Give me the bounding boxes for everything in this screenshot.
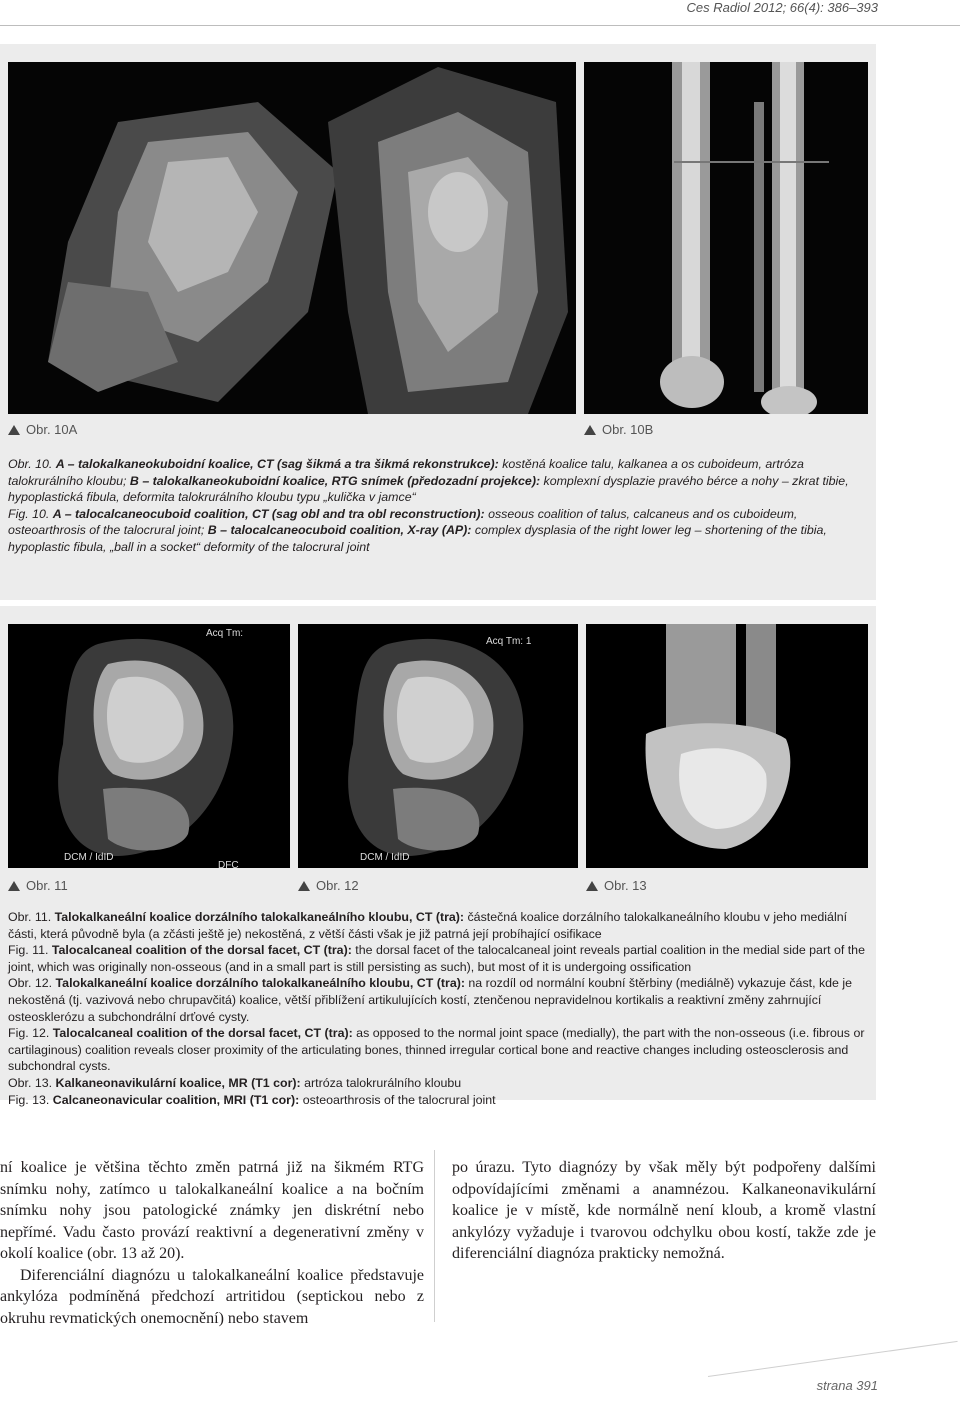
figure-13-label-text: Obr. 13 bbox=[604, 878, 647, 893]
triangle-up-icon bbox=[584, 425, 596, 435]
caption-lead: Fig. 11. bbox=[8, 943, 52, 958]
figure-11-caption-en bbox=[8, 942, 874, 975]
caption-lead: Obr. 10. bbox=[8, 457, 56, 471]
caption-bold: B – talocalcaneocuboid coalition, X-ray (AP): bbox=[207, 523, 472, 538]
caption-bold: Talocalcaneal coalition of the dorsal facet, CT (tra): bbox=[52, 1026, 353, 1041]
overlay-dcm-text: DCM / IdID bbox=[360, 852, 410, 863]
figure-12-ct-image bbox=[298, 624, 578, 868]
caption-bold: B – talokalkaneokuboidní koalice, RTG snímek (předozadní projekce): bbox=[129, 473, 541, 488]
figure-12-caption-en bbox=[8, 1025, 874, 1075]
caption-bold: A – talokalkaneokuboidní koalice, CT (sag šikmá a tra šikmá rekonstrukce): bbox=[55, 457, 499, 471]
overlay-dfc-text: DFC bbox=[218, 860, 239, 868]
caption-text: komplexní dysplazie pravého bérce a nohy – zkrat tibie, hypoplastická fibula, deformita talokrurálního kloubu typu „kulička v jamce“ bbox=[8, 473, 849, 505]
column-divider bbox=[434, 1150, 435, 1322]
caption-text: osteoarthrosis of the talocrural joint bbox=[299, 1092, 496, 1107]
triangle-up-icon bbox=[298, 881, 310, 891]
figure-10-caption bbox=[8, 456, 874, 556]
body-paragraph: Diferenciální diagnózu u talokalkaneální koalice představuje ankylóza podmíněná předchozí artritidou (septickou nebo z okruhu revmatických onemocnění) nebo stavem bbox=[0, 1266, 424, 1327]
footer-rule bbox=[708, 1341, 958, 1377]
caption-text: the dorsal facet of the talocalcaneal joint reveals partial coalition in the medial side part of the joint, which was originally non-osseous (and in a small part is still persisting as such), but most of it is undergoing ossification bbox=[8, 943, 865, 974]
figure-10a-label bbox=[8, 422, 77, 437]
figure-12-caption-cz bbox=[8, 975, 874, 1025]
caption-lead: Fig. 12. bbox=[8, 1026, 53, 1041]
figure-10-caption-en bbox=[8, 506, 874, 556]
body-paragraph: ní koalice je většina těchto změn patrná již na šikmém RTG snímku nohy, zatímco u talokalkaneální koalice a na bočním snímku nohy jsou patologické známky jen diskrétní nebo nepřímé. Vadu často provází reaktivní a degenerativní změny v okolí koalice (obr. 13 až 20). bbox=[0, 1159, 424, 1262]
caption-bold: Talocalcaneal coalition of the dorsal facet, CT (tra): bbox=[51, 943, 352, 958]
caption-text: as opposed to the normal joint space (medially), the part with the non-osseous (i.e. fibrous or cartilaginous) coalition reveals closer proximity of the articulating bones, thinned irregular cortical bone and reactive changes including osteosclerosis and subchondral cysts. bbox=[8, 1026, 865, 1074]
caption-lead: Fig. 10. bbox=[8, 506, 53, 521]
figure-10b-label bbox=[584, 422, 653, 437]
caption-text: complex dysplasia of the right lower leg – shortening of the tibia, hypoplastic fibula, „ball in a socket“ deformity of the talocrural joint bbox=[8, 523, 827, 554]
figure-10-caption-cz bbox=[8, 456, 874, 506]
caption-text: osseous coalition of talus, calcaneus and os cuboideum, osteoarthrosis of the talocrural joint; bbox=[8, 506, 798, 538]
header-rule bbox=[0, 25, 960, 26]
caption-text: částečná koalice dorzálního talokalkaneálního kloubu v jeho mediální části, která původně byla (a zčásti ještě je) nekostěná, z větší části však je již patrná její probíhající osifikace bbox=[8, 910, 848, 941]
body-column-right bbox=[452, 1157, 876, 1265]
body-column-left bbox=[0, 1157, 424, 1329]
figure-11-ct-image bbox=[8, 624, 290, 868]
figure-11-13-caption bbox=[8, 909, 874, 1108]
page-number: strana 391 bbox=[816, 1378, 878, 1393]
figure-12-label-text: Obr. 12 bbox=[316, 878, 359, 893]
overlay-acq-text: Acq Tm: 1 bbox=[486, 636, 532, 647]
triangle-up-icon bbox=[586, 881, 598, 891]
figure-10-panel bbox=[0, 44, 876, 600]
overlay-acq-text: Acq Tm: bbox=[206, 628, 244, 639]
figure-13-label bbox=[586, 878, 647, 893]
caption-bold: A – talocalcaneocuboid coalition, CT (sag obl and tra obl reconstruction): bbox=[52, 506, 485, 521]
overlay-dcm-text: DCM / IdID bbox=[64, 852, 114, 863]
figure-10b-label-text: Obr. 10B bbox=[602, 422, 654, 437]
caption-bold: Talokalkaneální koalice dorzálního talokalkaneálního kloubu, CT (tra): bbox=[55, 976, 465, 991]
figure-11-13-panel bbox=[0, 606, 876, 1107]
body-paragraph: po úrazu. Tyto diagnózy by však měly být podpořeny dalšími odpovídajícími změnami a anamnézou. Kalkaneonavikulární koalice je v místě, kde normálně není kloub, a kromě vlastní ankylózy vyžaduje i tvarovou odchylku obou kostí, takže zde je diferenciální diagnóza prakticky nemožná. bbox=[452, 1159, 876, 1262]
figure-10b-xray-image bbox=[584, 62, 868, 414]
figure-10a-label-text: Obr. 10A bbox=[26, 422, 78, 437]
triangle-up-icon bbox=[8, 425, 20, 435]
caption-lead: Obr. 13. bbox=[8, 1075, 56, 1090]
caption-lead: Obr. 12. bbox=[8, 976, 56, 991]
caption-bold: Talokalkaneální koalice dorzálního talokalkaneálního kloubu, CT (tra): bbox=[54, 910, 465, 924]
figure-11-label-text: Obr. 11 bbox=[26, 878, 68, 893]
caption-lead: Fig. 13. bbox=[8, 1092, 53, 1107]
caption-bold: Kalkaneonavikulární koalice, MR (T1 cor): bbox=[55, 1075, 301, 1090]
caption-bold: Calcaneonavicular coalition, MRI (T1 cor): bbox=[52, 1092, 300, 1107]
caption-text: kostěná koalice talu, kalkanea a os cuboideum, artróza talokrurálního kloubu; bbox=[8, 457, 804, 488]
figure-12-label bbox=[298, 878, 359, 893]
figure-10a-ct-image bbox=[8, 62, 576, 414]
figure-13-caption-cz bbox=[8, 1075, 874, 1092]
caption-lead: Obr. 11. bbox=[8, 910, 55, 924]
figure-13-mri-image bbox=[586, 624, 868, 868]
figure-11-label bbox=[8, 878, 68, 893]
triangle-up-icon bbox=[8, 881, 20, 891]
figure-11-caption-cz bbox=[8, 909, 874, 942]
journal-citation: Ces Radiol 2012; 66(4): 386–393 bbox=[686, 0, 878, 15]
caption-text: artróza talokrurálního kloubu bbox=[300, 1075, 462, 1090]
caption-text: na rozdíl od normální koubní štěrbiny (mediálně) vykazuje část, kde je nekostěná (tj. vazivová nebo chrupavčitá) koalice, větší přiblížení artikulujících kostí, ztenčenou nepravidelnou kortikalis a reaktivní změny zahrnující osteosklerózu a subchondrální drťové cysty. bbox=[8, 976, 853, 1024]
figure-13-caption-en bbox=[8, 1092, 874, 1109]
